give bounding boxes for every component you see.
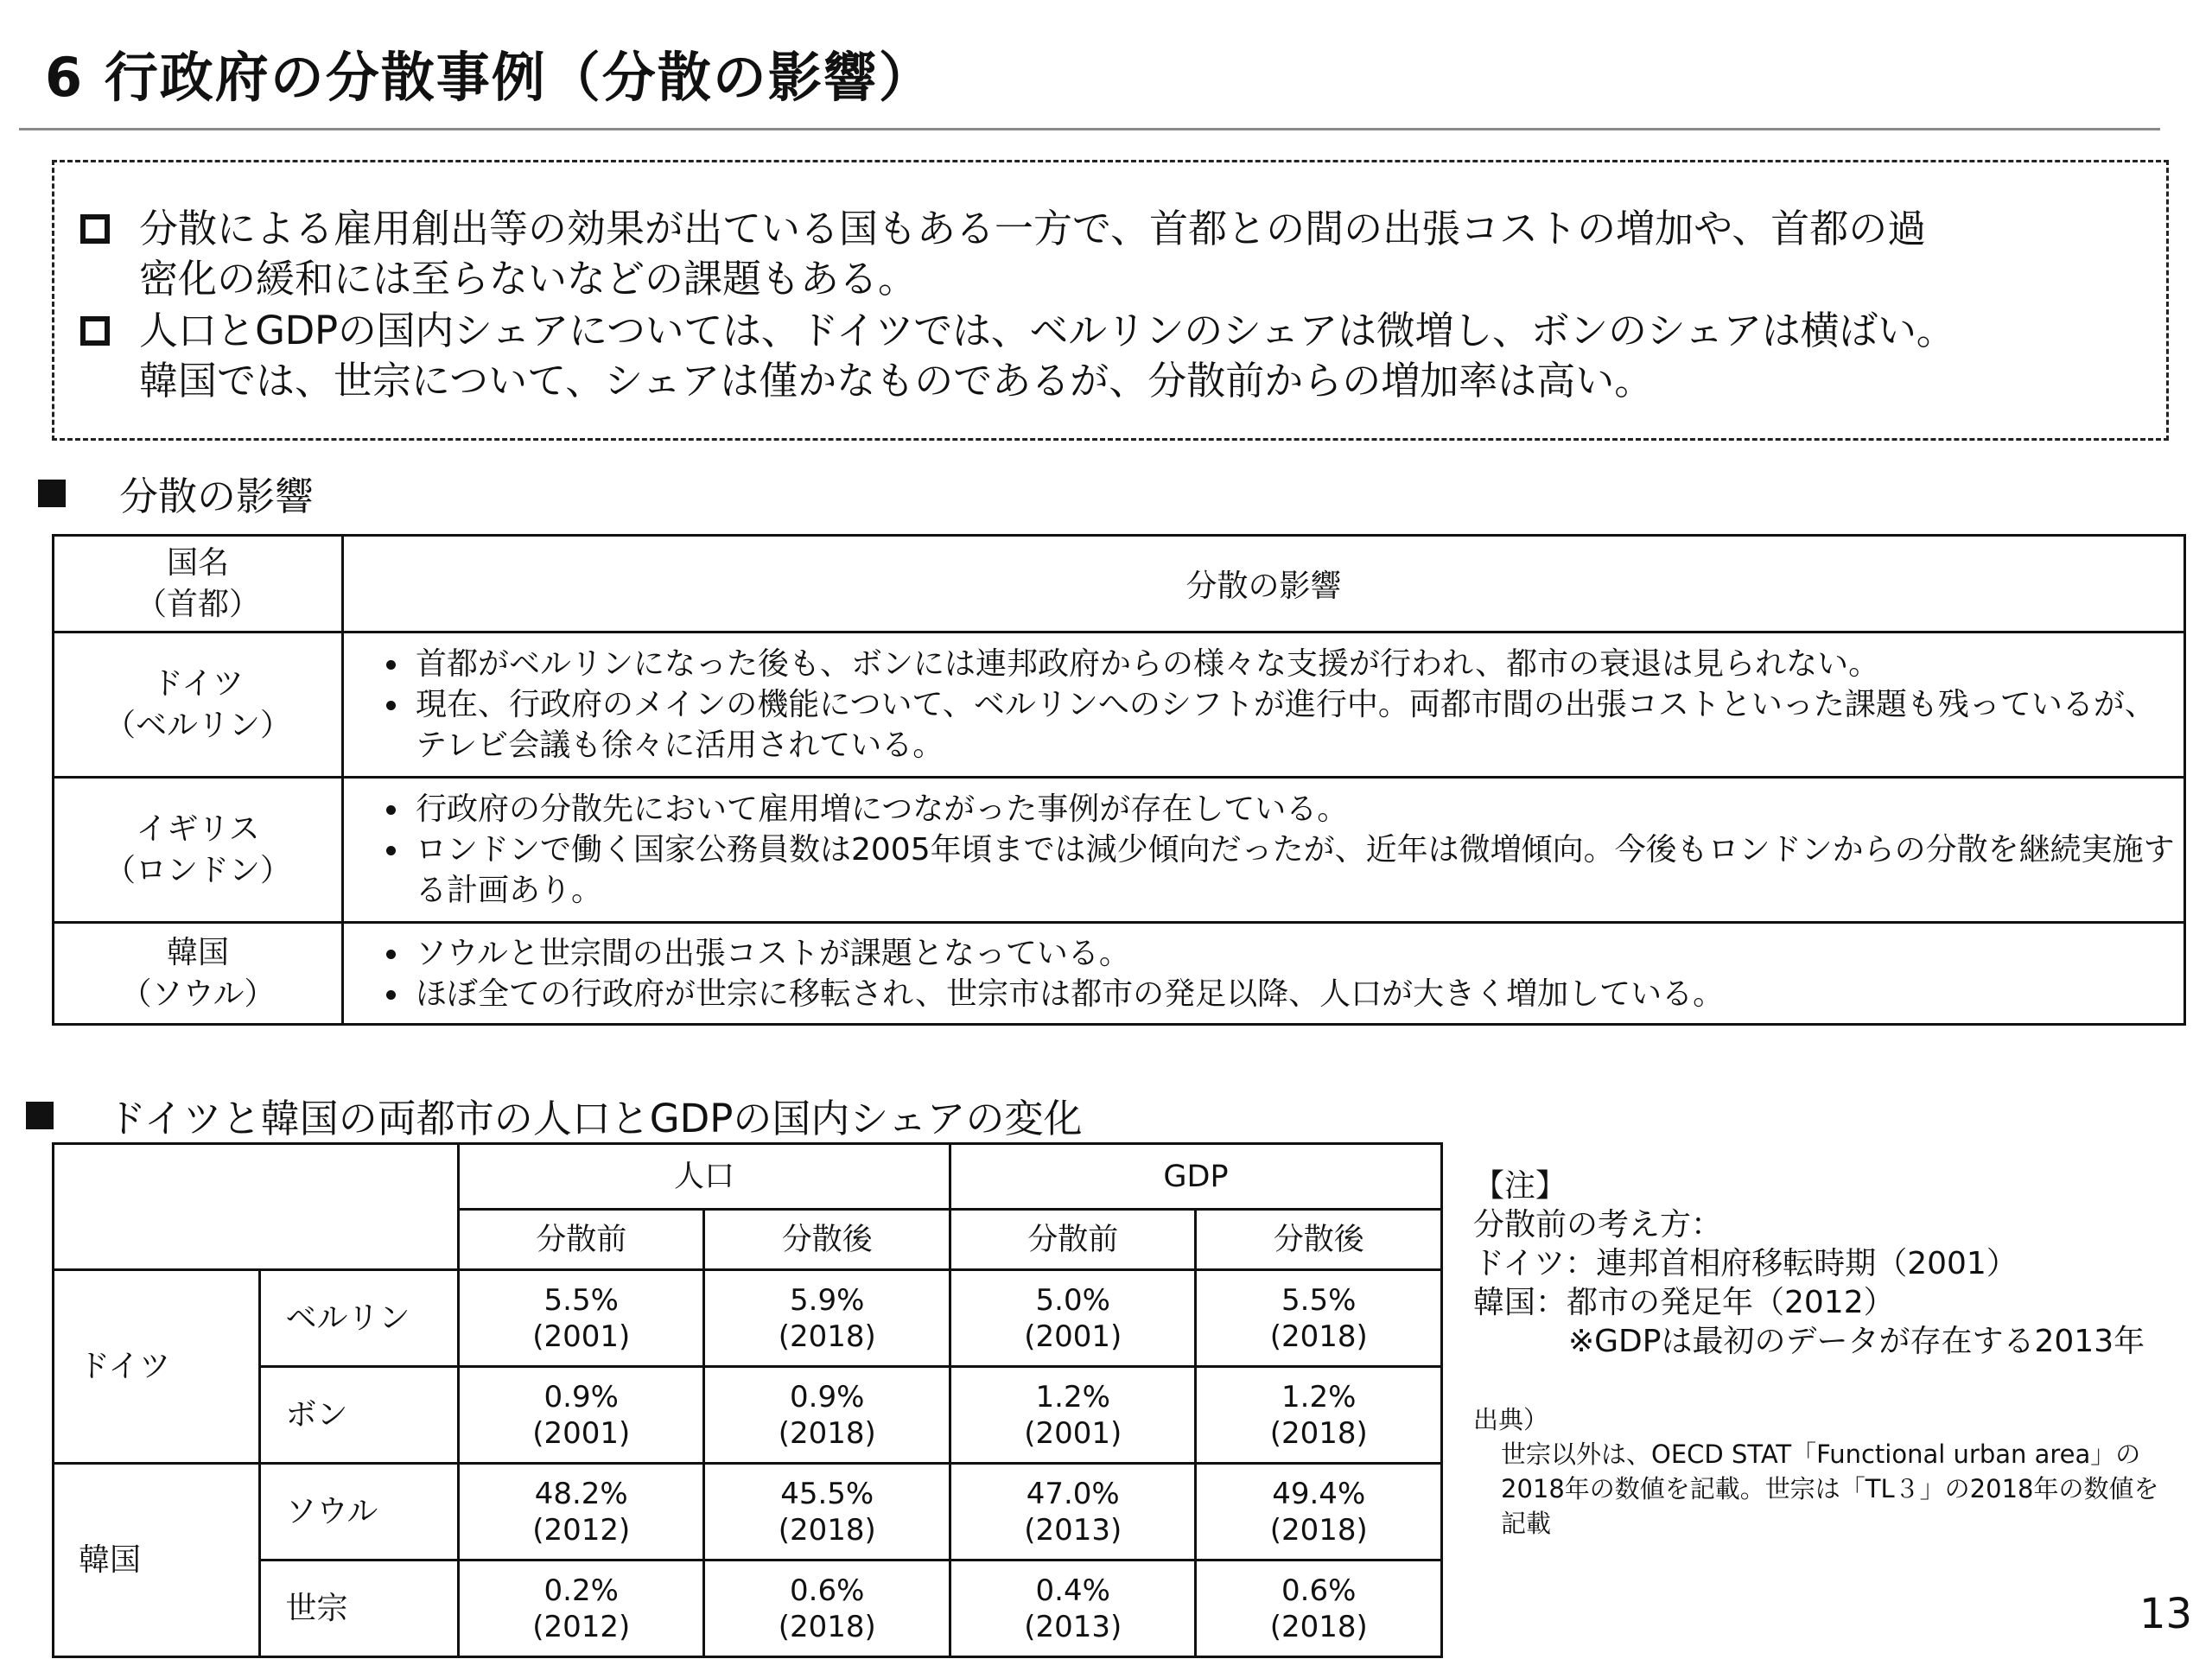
header-before: 分散前	[950, 1210, 1196, 1270]
country-cell: イギリス （ロンドン）	[54, 778, 343, 923]
summary-bullet	[80, 306, 2149, 406]
header-impact: 分散の影響	[343, 536, 2185, 632]
summary-line: 密化の緩和には至らないなどの課題もある。	[139, 256, 918, 302]
black-square-icon	[26, 1102, 54, 1129]
title-divider	[19, 128, 2160, 130]
value-cell: 45.5% (2018)	[704, 1464, 950, 1560]
source-line: 2018年の数値を記載。世宗は「TL３」の2018年の数値を	[1501, 1474, 2159, 1503]
list-item: • ロンドンで働く国家公務員数は2005年頃までは減少傾向だったが、近年は微増傾向。今後もロンドンからの分散を継続実施する計画あり。	[410, 830, 2183, 911]
header-blank	[54, 1144, 459, 1270]
notes-line: 韓国：都市の発足年（2012）	[1473, 1285, 1895, 1320]
table-header-row	[54, 536, 2185, 632]
notes-line: 分散前の考え方：	[1473, 1207, 1723, 1243]
table-row	[54, 632, 2185, 778]
source-heading: 出典）	[1473, 1405, 1549, 1434]
summary-line: 分散による雇用創出等の効果が出ている国もある一方で、首都との間の出張コストの増加や、首都の過	[139, 206, 1927, 251]
header-after: 分散後	[1196, 1210, 1442, 1270]
table-row	[54, 1270, 1442, 1367]
notes-line: ※GDPは最初のデータが存在する2013年	[1568, 1324, 2145, 1359]
value-cell: 5.9% (2018)	[704, 1270, 950, 1367]
city-cell: ベルリン	[260, 1270, 459, 1367]
city-cell: ボン	[260, 1367, 459, 1464]
notes-line: ドイツ：連邦首相府移転時期（2001）	[1473, 1246, 2018, 1281]
table-row	[54, 1560, 1442, 1657]
country-cell: ドイツ	[54, 1270, 260, 1464]
value-cell: 0.4% (2013)	[950, 1560, 1196, 1657]
city-cell: ソウル	[260, 1464, 459, 1560]
square-bullet-icon	[80, 316, 110, 346]
value-cell: 0.6% (2018)	[1196, 1560, 1442, 1657]
impact-section-heading: 分散の影響	[38, 465, 314, 521]
impact-cell	[343, 778, 2185, 923]
list-item: • ほぼ全ての行政府が世宗に移転され、世宗市は都市の発足以降、人口が大きく増加している。	[410, 974, 2183, 1014]
header-after: 分散後	[704, 1210, 950, 1270]
list-item: • 首都がベルリンになった後も、ボンには連邦政府からの様々な支援が行われ、都市の衰退は見られない。	[410, 644, 2183, 684]
table-row	[54, 923, 2185, 1025]
value-cell: 1.2% (2001)	[950, 1367, 1196, 1464]
impact-table	[52, 534, 2186, 1026]
share-table	[52, 1142, 1443, 1658]
value-cell: 5.5% (2001)	[458, 1270, 704, 1367]
value-cell: 0.9% (2001)	[458, 1367, 704, 1464]
header-population: 人口	[458, 1144, 950, 1210]
notes-block	[1473, 1166, 2145, 1361]
table-row	[54, 778, 2185, 923]
value-cell: 1.2% (2018)	[1196, 1367, 1442, 1464]
source-line: 記載	[1501, 1509, 1552, 1538]
country-cell: ドイツ （ベルリン）	[54, 632, 343, 778]
black-square-icon	[38, 480, 66, 507]
value-cell: 5.5% (2018)	[1196, 1270, 1442, 1367]
table-row	[54, 1367, 1442, 1464]
value-cell: 0.9% (2018)	[704, 1367, 950, 1464]
header-country: 国名 （首都）	[54, 536, 343, 632]
source-block	[1473, 1402, 2158, 1541]
summary-box	[52, 160, 2169, 441]
header-before: 分散前	[458, 1210, 704, 1270]
country-cell: 韓国 （ソウル）	[54, 923, 343, 1025]
value-cell: 47.0% (2013)	[950, 1464, 1196, 1560]
list-item: • 現在、行政府のメインの機能について、ベルリンへのシフトが進行中。両都市間の出張コストといった課題も残っているが、テレビ会議も徐々に活用されている。	[410, 684, 2183, 766]
header-gdp: GDP	[950, 1144, 1441, 1210]
impact-cell	[343, 923, 2185, 1025]
source-line: 世宗以外は、OECD STAT「Functional urban area」の	[1501, 1440, 2141, 1469]
impact-cell	[343, 632, 2185, 778]
notes-heading: 【注】	[1473, 1168, 1567, 1204]
city-cell: 世宗	[260, 1560, 459, 1657]
value-cell: 5.0% (2001)	[950, 1270, 1196, 1367]
value-cell: 49.4% (2018)	[1196, 1464, 1442, 1560]
page-title: 6 行政府の分散事例（分散の影響）	[45, 46, 934, 109]
summary-bullet	[80, 204, 2149, 304]
value-cell: 48.2% (2012)	[458, 1464, 704, 1560]
value-cell: 0.6% (2018)	[704, 1560, 950, 1657]
page-number: 13	[2139, 1590, 2193, 1638]
country-cell: 韓国	[54, 1464, 260, 1657]
value-cell: 0.2% (2012)	[458, 1560, 704, 1657]
table-header-row	[54, 1144, 1442, 1210]
list-item: • 行政府の分散先において雇用増につながった事例が存在している。	[410, 789, 2183, 830]
summary-line: 人口とGDPの国内シェアについては、ドイツでは、ベルリンのシェアは微増し、ボンのシェアは横ばい。	[139, 308, 1955, 353]
share-section-heading: ドイツと韓国の両都市の人口とGDPの国内シェアの変化	[26, 1087, 1083, 1143]
summary-line: 韓国では、世宗について、シェアは僅かなものであるが、分散前からの増加率は高い。	[139, 358, 1654, 404]
table-row	[54, 1464, 1442, 1560]
square-bullet-icon	[80, 214, 110, 244]
list-item: • ソウルと世宗間の出張コストが課題となっている。	[410, 933, 2183, 974]
